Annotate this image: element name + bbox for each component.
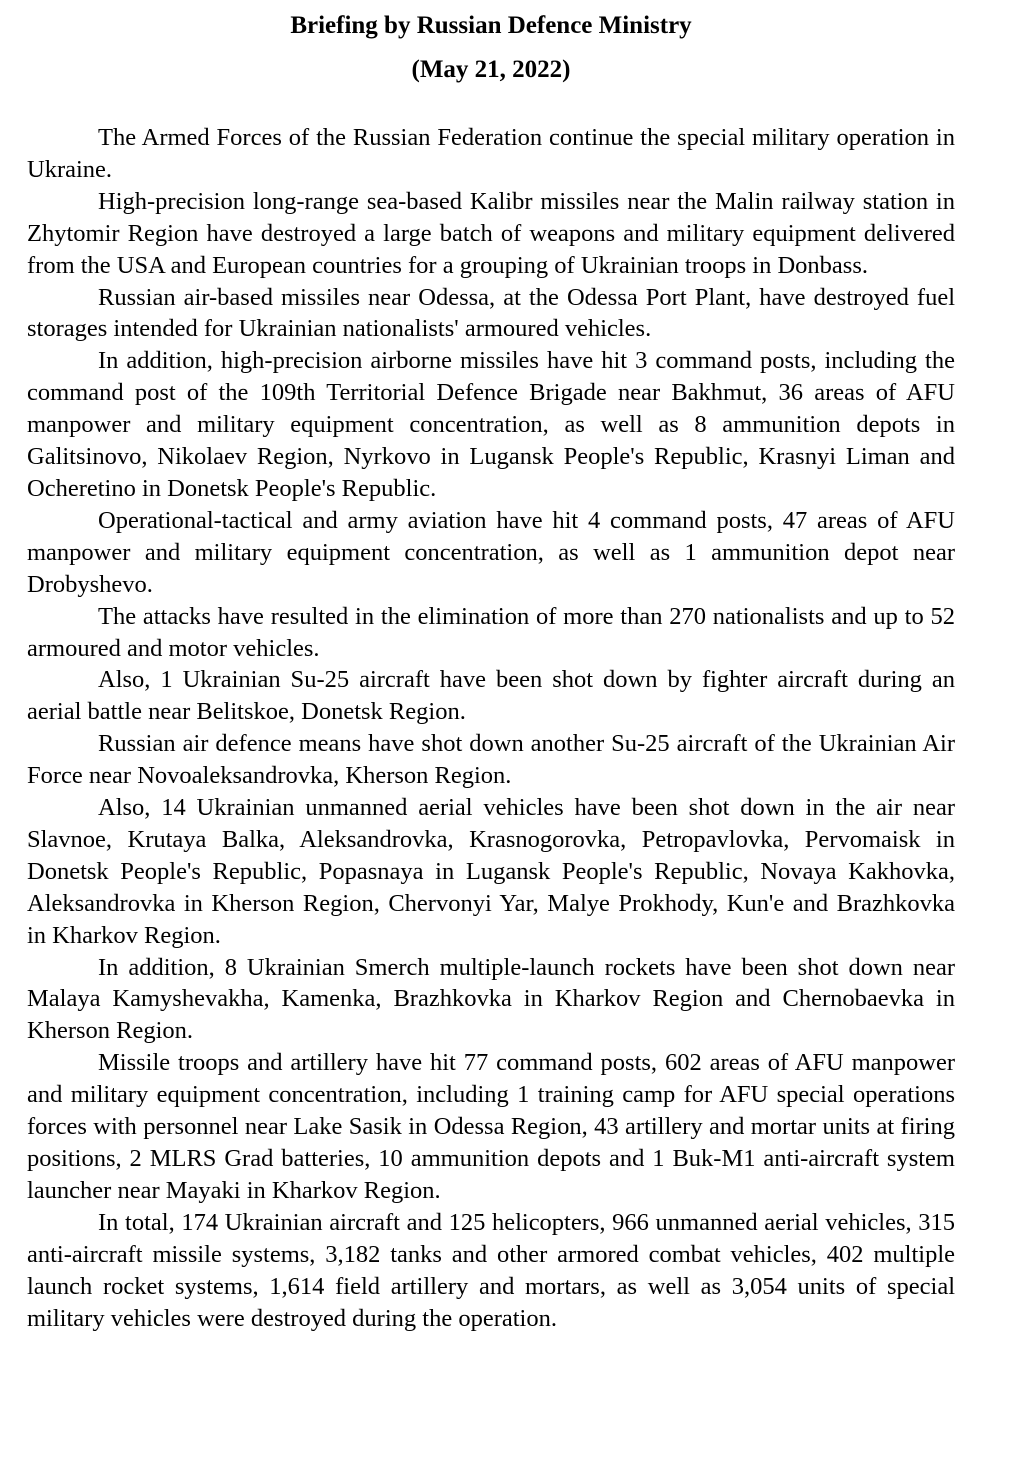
paragraph-uav-shot-down: Also, 14 Ukrainian unmanned aerial vehicles have been shot down in the air near Slavnoe, Krutaya Balka, Aleksandrovka, Krasnogorovka, Petropavlovka, Pervomaisk in Donetsk People's Republic, Popasnaya in Lugansk People's Republic, Novaya Kakhovka, Aleksandrovka in Kherson Region, Chervonyi Yar, Malye Prokhody, Kun'e and Brazhkovka in Kharkov Region. xyxy=(27,794,955,949)
paragraph-airborne-missiles: In addition, high-precision airborne missiles have hit 3 command posts, including the command post of the 109th Territorial Defence Brigade near Bakhmut, 36 areas of AFU manpower and military equipment concentration, as well as 8 ammunition depots in Galitsinovo, Nikolaev Region, Nyrkovo in Lugansk People's Republic, Krasnyi Liman and Ocheretino in Donetsk People's Republic. xyxy=(27,347,955,502)
paragraph-missile-troops: Missile troops and artillery have hit 77 command posts, 602 areas of AFU manpower and military equipment concentration, including 1 training camp for AFU special operations forces with personnel near Lake Sasik in Odessa Region, 43 artillery and mortar units at firing positions, 2 MLRS Grad batteries, 10 ammunition depots and 1 Buk-M1 anti-aircraft system launcher near Mayaki in Kharkov Region. xyxy=(27,1049,955,1204)
paragraph-su25-fighter: Also, 1 Ukrainian Su-25 aircraft have been shot down by fighter aircraft during an aerial battle near Belitskoe, Donetsk Region. xyxy=(27,666,955,726)
paragraph-attack-results: The attacks have resulted in the elimination of more than 270 nationalists and up to 52 armoured and motor vehicles. xyxy=(27,602,955,662)
paragraph-aviation: Operational-tactical and army aviation have hit 4 command posts, 47 areas of AFU manpower and military equipment concentration, as well as 1 ammunition depot near Drobyshevo. xyxy=(27,506,955,598)
paragraph-kalibr-strike: High-precision long-range sea-based Kalibr missiles near the Malin railway station in Zhytomir Region have destroyed a large batch of weapons and military equipment delivered from the USA and European countries for a grouping of Ukrainian troops in Donbass. xyxy=(27,187,955,279)
document-title: Briefing by Russian Defence Ministry xyxy=(290,12,692,39)
document-page xyxy=(27,8,955,1334)
paragraph-operation-status: The Armed Forces of the Russian Federation continue the special military operation in Ukraine. xyxy=(27,124,955,183)
paragraph-totals: In total, 174 Ukrainian aircraft and 125 helicopters, 966 unmanned aerial vehicles, 315 anti-aircraft missile systems, 3,182 tanks and other armored combat vehicles, 402 multiple launch rocket systems, 1,614 field artillery and mortars, as well as 3,054 units of special military vehicles were destroyed during the operation. xyxy=(27,1208,955,1332)
paragraph-su25-air-defence: Russian air defence means have shot down another Su-25 aircraft of the Ukrainian Air Force near Novoaleksandrovka, Kherson Region. xyxy=(27,730,955,790)
paragraph-smerch-rockets: In addition, 8 Ukrainian Smerch multiple-launch rockets have been shot down near Malaya Kamyshevakha, Kamenka, Brazhkovka in Kharkov Region and Chernobaevka in Kherson Region. xyxy=(27,953,955,1045)
document-body xyxy=(27,122,955,1334)
document-date: (May 21, 2022) xyxy=(411,56,571,83)
paragraph-odessa-strike: Russian air-based missiles near Odessa, at the Odessa Port Plant, have destroyed fuel storages intended for Ukrainian nationalists' armoured vehicles. xyxy=(27,283,955,343)
